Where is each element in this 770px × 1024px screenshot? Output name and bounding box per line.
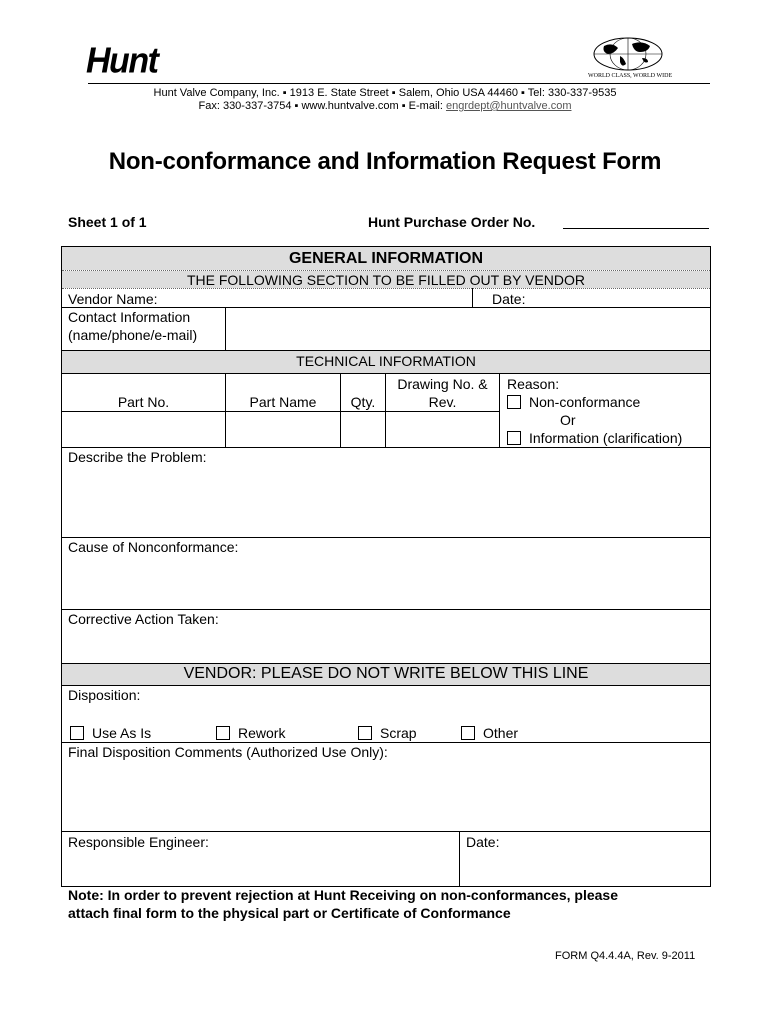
describe-problem-label: Describe the Problem: — [68, 449, 207, 465]
vendor-section-heading: THE FOLLOWING SECTION TO BE FILLED OUT BY VENDOR — [186, 272, 586, 288]
scrap-label: Scrap — [380, 725, 417, 741]
header-rule — [88, 83, 710, 84]
corrective-action-label: Corrective Action Taken: — [68, 611, 219, 627]
sheet-number: Sheet 1 of 1 — [68, 214, 147, 230]
part-name-header: Part Name — [249, 394, 317, 410]
note-line-2: attach final form to the physical part or Certificate of Conformance — [68, 905, 511, 921]
information-checkbox[interactable] — [507, 431, 521, 445]
divider — [225, 373, 226, 447]
information-label: Information (clarification) — [529, 430, 683, 446]
hunt-section-band — [62, 664, 710, 685]
contact-label-1: Contact Information — [68, 309, 191, 325]
divider — [472, 288, 473, 307]
note-line-1: Note: In order to prevent rejection at Hunt Receiving on non-conformances, please — [68, 887, 618, 903]
divider — [459, 831, 460, 886]
use-as-is-label: Use As Is — [92, 725, 152, 741]
form-number: FORM Q4.4.4A, Rev. 9-2011 — [555, 950, 696, 962]
contact-label-2: (name/phone/e-mail) — [68, 327, 198, 343]
scrap-checkbox[interactable] — [358, 726, 372, 740]
divider — [62, 288, 710, 289]
divider — [225, 307, 226, 350]
drawing-header-1: Drawing No. & — [397, 376, 488, 392]
divider — [62, 685, 710, 686]
address-line-2 — [0, 100, 770, 112]
vendor-section-band — [62, 271, 710, 288]
nonconformance-label: Non-conformance — [529, 394, 641, 410]
rework-label: Rework — [238, 725, 286, 741]
divider — [62, 447, 710, 448]
general-info-band — [62, 247, 710, 270]
final-comments-label: Final Disposition Comments (Authorized Use Only): — [68, 744, 388, 760]
information-option — [507, 430, 682, 446]
reason-label: Reason: — [507, 376, 560, 392]
divider — [340, 373, 341, 447]
engineer-date-label: Date: — [466, 834, 500, 850]
scrap-option — [358, 725, 417, 741]
hunt-section-heading: VENDOR: PLEASE DO NOT WRITE BELOW THIS LINE — [183, 665, 589, 682]
use-as-is-option — [70, 725, 151, 741]
part-no-header: Part No. — [117, 394, 170, 410]
general-info-heading: GENERAL INFORMATION — [288, 250, 484, 267]
company-logo: Hunt — [86, 41, 158, 81]
rework-checkbox[interactable] — [216, 726, 230, 740]
divider — [62, 411, 499, 412]
divider — [62, 537, 710, 538]
divider — [62, 307, 710, 308]
globe-caption: WORLD CLASS, WORLD WIDE — [588, 73, 673, 79]
divider — [499, 373, 500, 447]
note — [68, 886, 618, 922]
divider — [62, 609, 710, 610]
cause-label: Cause of Nonconformance: — [68, 539, 239, 555]
nonconformance-option — [507, 394, 640, 410]
rework-option — [216, 725, 285, 741]
use-as-is-checkbox[interactable] — [70, 726, 84, 740]
divider — [62, 373, 710, 374]
other-checkbox[interactable] — [461, 726, 475, 740]
address-line-1: Hunt Valve Company, Inc. ▪ 1913 E. State Street ▪ Salem, Ohio USA 44460 ▪ Tel: 330-337-9535 — [153, 87, 617, 99]
address-line-2-text: Fax: 330-337-3754 ▪ www.huntvalve.com ▪ E-mail: — [198, 100, 446, 112]
other-option — [461, 725, 518, 741]
technical-info-heading: TECHNICAL INFORMATION — [296, 353, 476, 369]
form-table — [61, 246, 711, 887]
disposition-label: Disposition: — [68, 687, 141, 703]
vendor-date-label: Date: — [492, 291, 526, 307]
drawing-header-2: Rev. — [428, 394, 457, 410]
po-number-field[interactable] — [563, 228, 709, 229]
or-label: Or — [560, 412, 576, 428]
divider — [62, 742, 710, 743]
technical-info-band — [62, 351, 710, 373]
qty-header: Qty. — [350, 394, 376, 410]
email-link[interactable]: engrdept@huntvalve.com — [445, 100, 572, 112]
divider — [62, 831, 710, 832]
po-label: Hunt Purchase Order No. — [368, 214, 536, 230]
nonconformance-checkbox[interactable] — [507, 395, 521, 409]
other-label: Other — [483, 725, 519, 741]
page-title: Non-conformance and Information Request Form — [108, 148, 662, 175]
engineer-label: Responsible Engineer: — [68, 834, 209, 850]
divider — [385, 373, 386, 447]
vendor-name-label: Vendor Name: — [68, 291, 158, 307]
